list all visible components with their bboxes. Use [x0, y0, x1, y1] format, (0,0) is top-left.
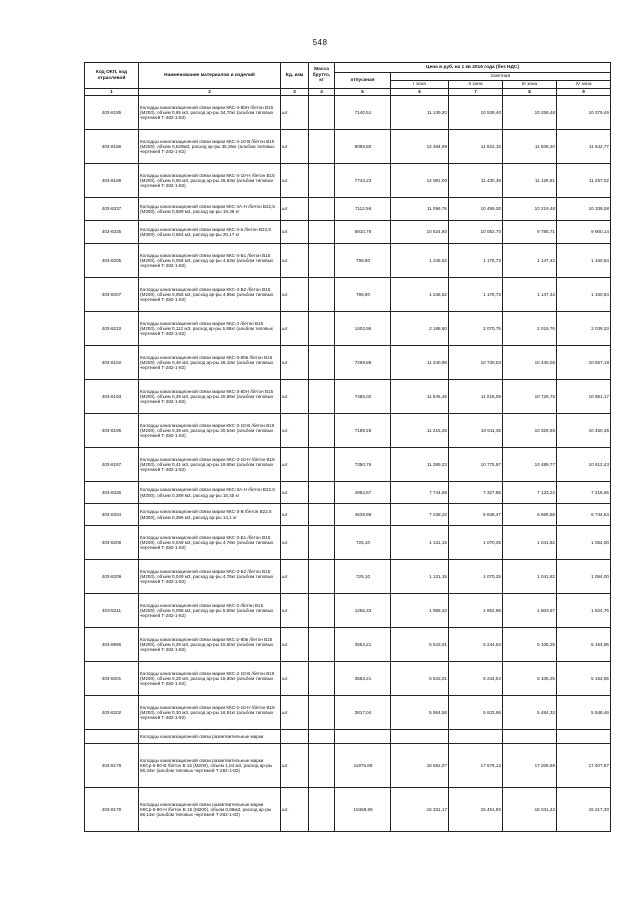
- table-row: [85, 628, 611, 662]
- zone-2-price-cell: 10 499,30: [449, 198, 503, 221]
- zone-4-price-cell: 1 160,84: [557, 244, 611, 278]
- column-index: 6: [391, 89, 449, 96]
- release-price-cell: 7465,02: [335, 380, 391, 414]
- mass-cell: [309, 448, 335, 482]
- zone-3-price-cell: 6 666,58: [503, 504, 557, 526]
- table-row: [85, 594, 611, 628]
- column-index: 5: [335, 89, 391, 96]
- header-zone-2: II зона: [449, 81, 503, 89]
- zone-3-price-cell: 1 041,82: [503, 526, 557, 560]
- zone-1-price-cell: 11 389,23: [391, 448, 449, 482]
- zone-3-price-cell: 1 803,67: [503, 594, 557, 628]
- release-price-cell: 7744,23: [335, 164, 391, 198]
- mass-cell: [309, 526, 335, 560]
- code-cell: 403-8336: [85, 482, 139, 504]
- table-row: [85, 130, 611, 164]
- unit-cell: шт.: [281, 560, 309, 594]
- zone-2-price-cell: 11 430,49: [449, 164, 503, 198]
- zone-3-price-cell: 10 489,77: [503, 448, 557, 482]
- table-row: [85, 662, 611, 696]
- unit-cell: шт.: [281, 594, 309, 628]
- name-cell: Колодцы канализационной связи марки ККС-2-10-В /бетон В15 (М200), объем 0,28 м3, расход ар-ры 15,60кг (альбом типовых чертежей Т-282-1-82): [139, 662, 281, 696]
- zone-4-price-cell: [557, 730, 611, 744]
- release-price-cell: 3553,21: [335, 662, 391, 696]
- table-row: [85, 312, 611, 346]
- zone-2-price-cell: 15 451,80: [449, 788, 503, 832]
- mass-cell: [309, 130, 335, 164]
- zone-4-price-cell: 1 054,00: [557, 526, 611, 560]
- unit-cell: шт.: [281, 312, 309, 346]
- zone-4-price-cell: 6 744,54: [557, 504, 611, 526]
- mass-cell: [309, 96, 335, 130]
- release-price-cell: 3817,04: [335, 696, 391, 730]
- mass-cell: [309, 662, 335, 696]
- code-cell: 403-8197: [85, 448, 139, 482]
- table-row: [85, 560, 611, 594]
- zone-3-price-cell: 1 147,43: [503, 278, 557, 312]
- name-cell: Колодцы канализационной связи марки ККС-3-Б2 /бетон В15 (М200), объем 0,049 м3, расход ар-ры 4,76кг (альбом типовых чертежей Т-282-1-82): [139, 560, 281, 594]
- zone-1-price-cell: 5 543,01: [391, 662, 449, 696]
- zone-1-price-cell: 2 188,60: [391, 312, 449, 346]
- zone-1-price-cell: 11 340,98: [391, 346, 449, 380]
- unit-cell: шт.: [281, 244, 309, 278]
- zone-2-price-cell: 1 178,73: [449, 278, 503, 312]
- table-row: [85, 448, 611, 482]
- zone-1-price-cell: [391, 730, 449, 744]
- release-price-cell: 11975,68: [335, 744, 391, 788]
- table-row: [85, 278, 611, 312]
- mass-cell: [309, 788, 335, 832]
- release-price-cell: 6810,76: [335, 221, 391, 244]
- mass-cell: [309, 628, 335, 662]
- name-cell: Колодцы канализационной связи марки ККС-4-в /бетон В22,5 (М300), объем 0,564 м3, расход ар-ры 20,17 кг: [139, 221, 281, 244]
- code-cell: 403-8334: [85, 504, 139, 526]
- zone-1-price-cell: 7 744,69: [391, 482, 449, 504]
- zone-3-price-cell: 10 445,06: [503, 346, 557, 380]
- code-cell: 403-8205: [85, 244, 139, 278]
- zone-2-price-cell: 1 178,73: [449, 244, 503, 278]
- zone-2-price-cell: 5 244,54: [449, 662, 503, 696]
- table-row: [85, 346, 611, 380]
- header-zone-3: III зона: [503, 81, 557, 89]
- zone-1-price-cell: 5 543,01: [391, 628, 449, 662]
- name-cell: Колодцы канализационной связи марки ККС-4-Б1 /бетон В15 (М200), объем 0,056 м3, расход ар-ры 4,63кг (альбом типовых чертежей Т-282-1-82): [139, 244, 281, 278]
- code-cell: 403-8210: [85, 312, 139, 346]
- unit-cell: шт.: [281, 198, 309, 221]
- unit-cell: шт.: [281, 744, 309, 788]
- release-price-cell: 8059,80: [335, 130, 391, 164]
- release-price-cell: 7350,76: [335, 448, 391, 482]
- code-cell: 403-8185: [85, 96, 139, 130]
- table-row: [85, 164, 611, 198]
- release-price-cell: 3553,21: [335, 628, 391, 662]
- table-row: [85, 526, 611, 560]
- zone-4-price-cell: 10 567,18: [557, 346, 611, 380]
- zone-1-price-cell: 11 096,76: [391, 198, 449, 221]
- unit-cell: шт.: [281, 504, 309, 526]
- zone-2-price-cell: 10 539,40: [449, 96, 503, 130]
- mass-cell: [309, 380, 335, 414]
- zone-4-price-cell: 17 407,87: [557, 744, 611, 788]
- zone-4-price-cell: 10 851,17: [557, 380, 611, 414]
- header-name: Наименование материалов и изделий: [139, 63, 281, 89]
- name-cell: Колодцы канализационной связи марки ККС-2-80в /бетон В15 (М200), объем 0,28 м3, расход ар-ры 15,60кг (альбом типовых чертежей Т-282-1-82): [139, 628, 281, 662]
- code-cell: [85, 730, 139, 744]
- release-price-cell: [335, 730, 391, 744]
- zone-1-price-cell: 5 954,58: [391, 696, 449, 730]
- zone-1-price-cell: 12 081,00: [391, 164, 449, 198]
- zone-2-price-cell: 10 730,03: [449, 346, 503, 380]
- table-row: [85, 504, 611, 526]
- zone-4-price-cell: 7 216,65: [557, 482, 611, 504]
- table-row: [85, 482, 611, 504]
- table-row: [85, 730, 611, 744]
- zone-4-price-cell: 10 612,43: [557, 448, 611, 482]
- unit-cell: шт.: [281, 662, 309, 696]
- mass-cell: [309, 164, 335, 198]
- name-cell: Колодцы канализационной связи марки ККС-4А-Н /бетон В22,5 (М300), объем 0,589 м3, расход ар-ры 19,39 кг: [139, 198, 281, 221]
- name-cell: Колодцы канализационной связи марки ККС-3-Б1 /бетон В15 (М200), объем 0,049 м3, расход ар-ры 4,76кг (альбом типовых чертежей Т-282-1-82): [139, 526, 281, 560]
- column-index: 3: [281, 89, 309, 96]
- release-price-cell: 798,80: [335, 244, 391, 278]
- release-price-cell: 1402,95: [335, 312, 391, 346]
- name-cell: Колодцы канализационной связи марки ККС-3-80в /бетон В15 (М200), объем 0,46 м3, расход ар-ры 26,18кг (альбом типовых чертежей Т-282-1-82): [139, 346, 281, 380]
- zone-4-price-cell: 10 450,35: [557, 414, 611, 448]
- zone-3-price-cell: 10 329,56: [503, 414, 557, 448]
- header-release-price: отпускная: [335, 73, 391, 89]
- zone-1-price-cell: 1 958,32: [391, 594, 449, 628]
- zone-1-price-cell: 1 131,15: [391, 560, 449, 594]
- mass-cell: [309, 744, 335, 788]
- zone-4-price-cell: 15 217,30: [557, 788, 611, 832]
- mass-cell: [309, 594, 335, 628]
- zone-3-price-cell: [503, 730, 557, 744]
- header-estimate-price: Сметная: [391, 73, 611, 81]
- header-zone-4: IV зона: [557, 81, 611, 89]
- zone-3-price-cell: 11 508,20: [503, 130, 557, 164]
- name-cell: Колодцы канализационной связи марки ККС-4-Б2 /бетон В15 (М200), объем 0,056 м3, расход ар-ры 4,85кг (альбом типовых чертежей Т-282-1-82): [139, 278, 281, 312]
- name-cell: Колодцы канализационной связи марки ККС-3-80Н /бетон В15 (М200), объем 0,49 м3, расход ар-ры 20,86кг (альбом типовых чертежей Т-282-1-82): [139, 380, 281, 414]
- column-index: 1: [85, 89, 139, 96]
- header-price-group: Цена в руб. на 1 кв 2016 года (без НДС): [335, 63, 611, 73]
- zone-2-price-cell: 11 018,09: [449, 380, 503, 414]
- zone-3-price-cell: 2 015,76: [503, 312, 557, 346]
- code-cell: 403-8207: [85, 278, 139, 312]
- column-index: 2: [139, 89, 281, 96]
- zone-4-price-cell: 5 164,95: [557, 628, 611, 662]
- table-row: [85, 244, 611, 278]
- unit-cell: шт.: [281, 696, 309, 730]
- zone-2-price-cell: 1 852,88: [449, 594, 503, 628]
- zone-2-price-cell: 7 327,85: [449, 482, 503, 504]
- mass-cell: [309, 414, 335, 448]
- release-price-cell: 4639,88: [335, 504, 391, 526]
- release-price-cell: 7189,26: [335, 414, 391, 448]
- code-cell: 403-8335: [85, 221, 139, 244]
- zone-1-price-cell: 1 246,62: [391, 244, 449, 278]
- code-cell: 403-8178: [85, 744, 139, 788]
- zone-3-price-cell: 9 785,71: [503, 221, 557, 244]
- header-mass: Масса брутто, кг: [309, 63, 335, 89]
- code-cell: 403-8201: [85, 662, 139, 696]
- zone-4-price-cell: 1 054,00: [557, 560, 611, 594]
- code-cell: 403-8211: [85, 594, 139, 628]
- name-cell: Колодцы канализационной связи разветвительные марки ККСр-5-80-В /бетон В 15 (М200), объем 1,04 м3, расход ар-ры 66,34кг (альбом типовых чертежей Т-282-1-82): [139, 744, 281, 788]
- zone-3-price-cell: 5 105,25: [503, 662, 557, 696]
- code-cell: 403-8186: [85, 130, 139, 164]
- mass-cell: [309, 221, 335, 244]
- release-price-cell: 10468,69: [335, 788, 391, 832]
- price-table: [84, 62, 611, 832]
- zone-4-price-cell: 2 039,33: [557, 312, 611, 346]
- release-price-cell: 1255,33: [335, 594, 391, 628]
- name-cell: Колодцы канализационной связи марки ККС-4-10-В /бетон В15 (М200), объем 0,629м3, расход ар-ры 35,36кг (альбом типовых чертежей Т-282-1-82): [139, 130, 281, 164]
- zone-3-price-cell: 10 219,48: [503, 198, 557, 221]
- zone-3-price-cell: 10 725,75: [503, 380, 557, 414]
- name-cell: Колодцы канализационной связи марки ККС-3-10-В /бетон В15 (М200), объем 0,39 м3, расход ар-ры 20,54кг (альбом типовых чертежей Т-282-1-82): [139, 414, 281, 448]
- zone-2-price-cell: 1 070,25: [449, 560, 503, 594]
- zone-2-price-cell: 5 633,96: [449, 696, 503, 730]
- release-price-cell: 7112,56: [335, 198, 391, 221]
- zone-3-price-cell: 5 105,25: [503, 628, 557, 662]
- unit-cell: шт.: [281, 414, 309, 448]
- zone-4-price-cell: 5 548,46: [557, 696, 611, 730]
- zone-3-price-cell: 10 259,48: [503, 96, 557, 130]
- unit-cell: шт.: [281, 526, 309, 560]
- zone-2-price-cell: 6 848,47: [449, 504, 503, 526]
- zone-1-price-cell: 1 131,15: [391, 526, 449, 560]
- page-number: 548: [312, 38, 328, 47]
- mass-cell: [309, 560, 335, 594]
- table-row: [85, 788, 611, 832]
- mass-cell: [309, 696, 335, 730]
- zone-1-price-cell: 12 494,99: [391, 130, 449, 164]
- table-body: [85, 96, 611, 832]
- code-cell: 403-8996: [85, 628, 139, 662]
- column-index: 7: [449, 89, 503, 96]
- code-cell: 403-8192: [85, 346, 139, 380]
- code-cell: 403-8193: [85, 380, 139, 414]
- zone-2-price-cell: 10 611,36: [449, 414, 503, 448]
- table-row: [85, 414, 611, 448]
- zone-1-price-cell: 11 645,45: [391, 380, 449, 414]
- zone-4-price-cell: 11 642,77: [557, 130, 611, 164]
- release-price-cell: 725,10: [335, 560, 391, 594]
- zone-4-price-cell: 5 164,95: [557, 662, 611, 696]
- column-index: 9: [557, 89, 611, 96]
- release-price-cell: 7269,86: [335, 346, 391, 380]
- zone-1-price-cell: 7 238,22: [391, 504, 449, 526]
- unit-cell: шт.: [281, 448, 309, 482]
- unit-cell: шт.: [281, 380, 309, 414]
- mass-cell: [309, 504, 335, 526]
- code-cell: 403-8179: [85, 788, 139, 832]
- zone-4-price-cell: 1 824,76: [557, 594, 611, 628]
- name-cell: Колодцы канализационной связи разветвительные марки ККСр-5-80-Н /бетон В 15 (М200), объем 0,86м3, расход ар-ры 66,14кг (альбом типовых чертежей Т-282-1-82): [139, 788, 281, 832]
- name-cell: Колодцы канализационной связи марки ККС-3-10-Н /бетон В15 (М200), объем 0,41 м3, расход ар-ры 19,65кг (альбом типовых чертежей Т-282-1-82): [139, 448, 281, 482]
- unit-cell: шт.: [281, 628, 309, 662]
- zone-3-price-cell: 15 041,42: [503, 788, 557, 832]
- mass-cell: [309, 198, 335, 221]
- unit-cell: шт.: [281, 278, 309, 312]
- zone-3-price-cell: 7 133,24: [503, 482, 557, 504]
- zone-4-price-cell: 11 257,02: [557, 164, 611, 198]
- zone-2-price-cell: 1 070,25: [449, 526, 503, 560]
- release-price-cell: 725,10: [335, 526, 391, 560]
- table-row: [85, 198, 611, 221]
- mass-cell: [309, 278, 335, 312]
- header-zone-1: I зона: [391, 81, 449, 89]
- mass-cell: [309, 482, 335, 504]
- zone-1-price-cell: 10 624,80: [391, 221, 449, 244]
- zone-2-price-cell: 5 244,54: [449, 628, 503, 662]
- table-row: [85, 696, 611, 730]
- table-row: [85, 744, 611, 788]
- header-code: Код ОКП, код отраслевой: [85, 63, 139, 89]
- column-index: 4: [309, 89, 335, 96]
- release-price-cell: 798,80: [335, 278, 391, 312]
- code-cell: 403-8337: [85, 198, 139, 221]
- mass-cell: [309, 730, 335, 744]
- zone-1-price-cell: 11 139,20: [391, 96, 449, 130]
- unit-cell: шт.: [281, 346, 309, 380]
- unit-cell: [281, 730, 309, 744]
- name-cell: Колодцы канализационной связи марки ККС-4-10-Н /бетон В15 (М200), объем 0,56 м3, расход ар-ры 26,93кг (альбом типовых чертежей Т-282-1-82): [139, 164, 281, 198]
- release-price-cell: 4964,57: [335, 482, 391, 504]
- zone-3-price-cell: 1 041,82: [503, 560, 557, 594]
- code-cell: 403-8209: [85, 560, 139, 594]
- zone-2-price-cell: 11 822,16: [449, 130, 503, 164]
- unit-cell: шт.: [281, 96, 309, 130]
- zone-3-price-cell: 11 126,91: [503, 164, 557, 198]
- unit-cell: шт.: [281, 164, 309, 198]
- unit-cell: шт.: [281, 482, 309, 504]
- name-cell: Колодцы канализационной связи марки ККС-3 /бетон В15 (М200), объем 0,098 м3, расход ар-ры 5,69кг (альбом типовых чертежей Т-282-1-82): [139, 594, 281, 628]
- zone-4-price-cell: 1 160,84: [557, 278, 611, 312]
- name-cell: Колодцы канализационной связи марки ККС-4-80Н /бетон В15 (М200), объем 0,65 м3, расход ар-ры 34,70кг (альбом типовых чертежей Т-282-1-82): [139, 96, 281, 130]
- zone-3-price-cell: 1 147,43: [503, 244, 557, 278]
- zone-1-price-cell: 16 331,17: [391, 788, 449, 832]
- name-cell: Колодцы канализационной связи марки ККС-3-В /бетон В22,5 (М300), объем 0,386 м3, расход ар-ры 14,1 кг: [139, 504, 281, 526]
- name-cell: Колодцы канализационной связи разветвительные марки: [139, 730, 281, 744]
- mass-cell: [309, 346, 335, 380]
- name-cell: Колодцы канализационной связи марки ККС-2-10-Н /бетон В15 (М200), объем 0,30 м3, расход ар-ры 16,91кг (альбом типовых чертежей Т-282-1-82): [139, 696, 281, 730]
- name-cell: Колодцы канализационной связи марки ККС-4 /бетон В15 (М200), объем 0,112 м3, расход ар-ры 5,88кг (альбом типовых чертежей Т-282-1-82): [139, 312, 281, 346]
- table-row: [85, 221, 611, 244]
- zone-1-price-cell: 11 215,28: [391, 414, 449, 448]
- code-cell: 403-8196: [85, 414, 139, 448]
- unit-cell: шт.: [281, 221, 309, 244]
- unit-cell: шт.: [281, 788, 309, 832]
- zone-2-price-cell: 10 052,70: [449, 221, 503, 244]
- mass-cell: [309, 312, 335, 346]
- header-unit: Ед. изм: [281, 63, 309, 89]
- unit-cell: шт.: [281, 130, 309, 164]
- column-index: 8: [503, 89, 557, 96]
- zone-2-price-cell: 17 676,12: [449, 744, 503, 788]
- mass-cell: [309, 244, 335, 278]
- table-row: [85, 380, 611, 414]
- zone-4-price-cell: 9 900,14: [557, 221, 611, 244]
- zone-2-price-cell: [449, 730, 503, 744]
- release-price-cell: 7140,51: [335, 96, 391, 130]
- code-cell: 403-8208: [85, 526, 139, 560]
- zone-1-price-cell: 1 246,62: [391, 278, 449, 312]
- zone-2-price-cell: 10 775,97: [449, 448, 503, 482]
- zone-4-price-cell: 10 379,46: [557, 96, 611, 130]
- zone-3-price-cell: 5 484,33: [503, 696, 557, 730]
- zone-2-price-cell: 2 070,75: [449, 312, 503, 346]
- table-row: [85, 96, 611, 130]
- zone-4-price-cell: 10 339,08: [557, 198, 611, 221]
- zone-3-price-cell: 17 206,68: [503, 744, 557, 788]
- code-cell: 403-8202: [85, 696, 139, 730]
- code-cell: 403-8189: [85, 164, 139, 198]
- name-cell: Колодцы канализационной связи марки ККС-3А-Н /бетон В22,5 (М300), объем 0,389 м3, расход ар-ры 15,45 кг: [139, 482, 281, 504]
- zone-1-price-cell: 18 682,07: [391, 744, 449, 788]
